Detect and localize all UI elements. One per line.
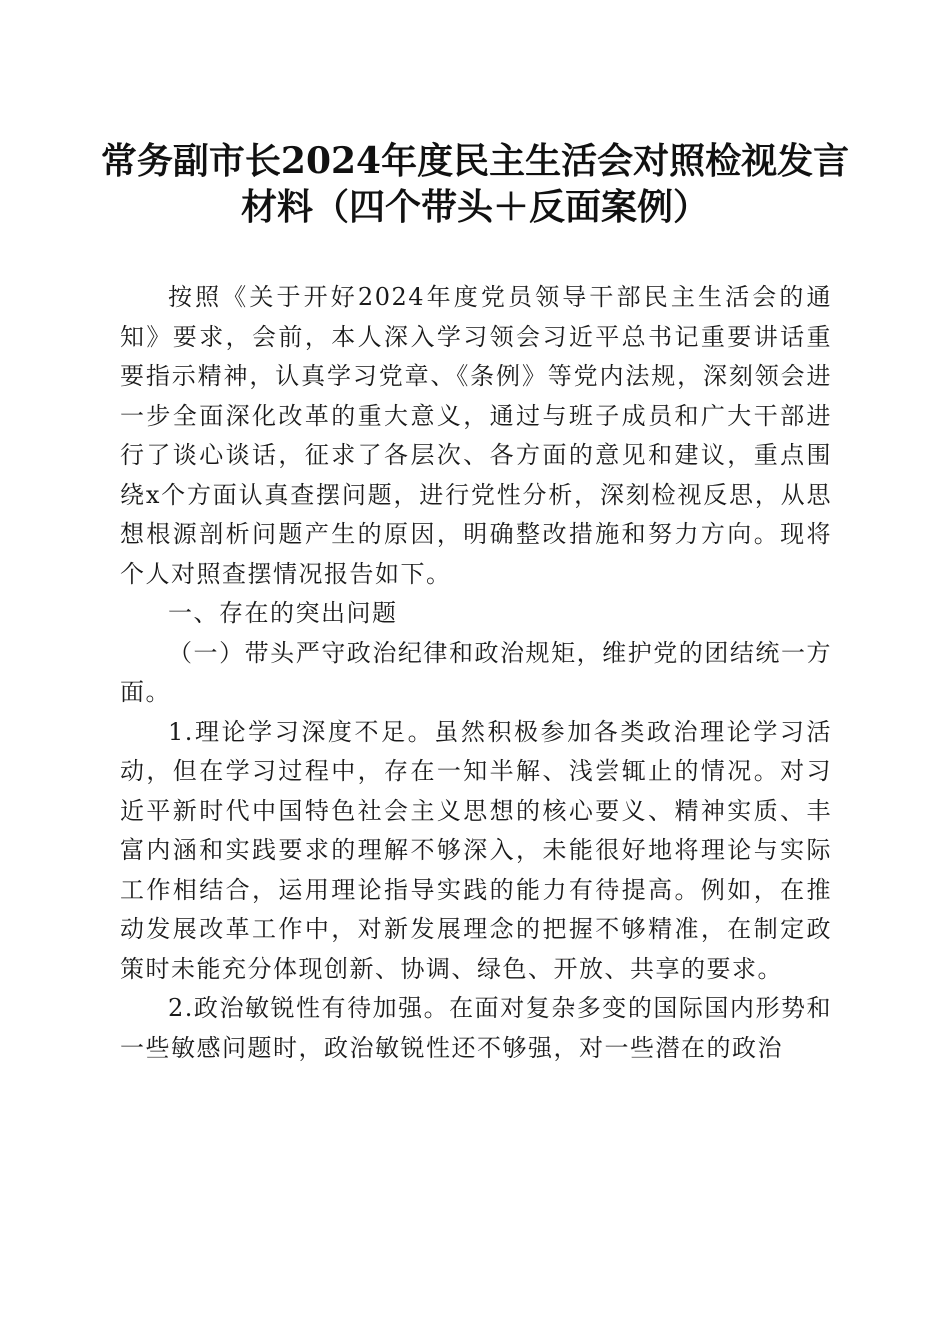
- item-paragraph-1: 1.理论学习深度不足。虽然积极参加各类政治理论学习活动，但在学习过程中，存在一知半解、浅尝辄止的情况。对习近平新时代中国特色社会主义思想的核心要义、精神实质、丰富内涵和实践要求的理解不够深入，未能很好地将理论与实际工作相结合，运用理论指导实践的能力有待提高。例如，在推动发展改革工作中，对新发展理念的把握不够精准，在制定政策时未能充分体现创新、协调、绿色、开放、共享的要求。: [120, 717, 832, 983]
- document-title: 常务副市长2024年度民主生活会对照检视发言材料（四个带头＋反面案例）: [100, 140, 850, 228]
- subsection-heading: （一）带头严守政治纪律和政治规矩，维护党的团结统一方面。: [120, 638, 832, 706]
- section-heading: 一、存在的突出问题: [168, 599, 398, 627]
- item-paragraph-2: 2.政治敏锐性有待加强。在面对复杂多变的国际国内形势和一些敏感问题时，政治敏锐性还不够强，对一些潜在的政治: [120, 994, 832, 1062]
- document-body: [120, 278, 832, 1068]
- intro-paragraph: 按照《关于开好2024年度党员领导干部民主生活会的通知》要求，会前，本人深入学习领会习近平总书记重要讲话重要指示精神，认真学习党章、《条例》等党内法规，深刻领会进一步全面深化改革的重大意义，通过与班子成员和广大干部进行了谈心谈话，征求了各层次、各方面的意见和建议，重点围绕x个方面认真查摆问题，进行党性分析，深刻检视反思，从思想根源剖析问题产生的原因，明确整改措施和努力方向。现将个人对照查摆情况报告如下。: [120, 283, 832, 588]
